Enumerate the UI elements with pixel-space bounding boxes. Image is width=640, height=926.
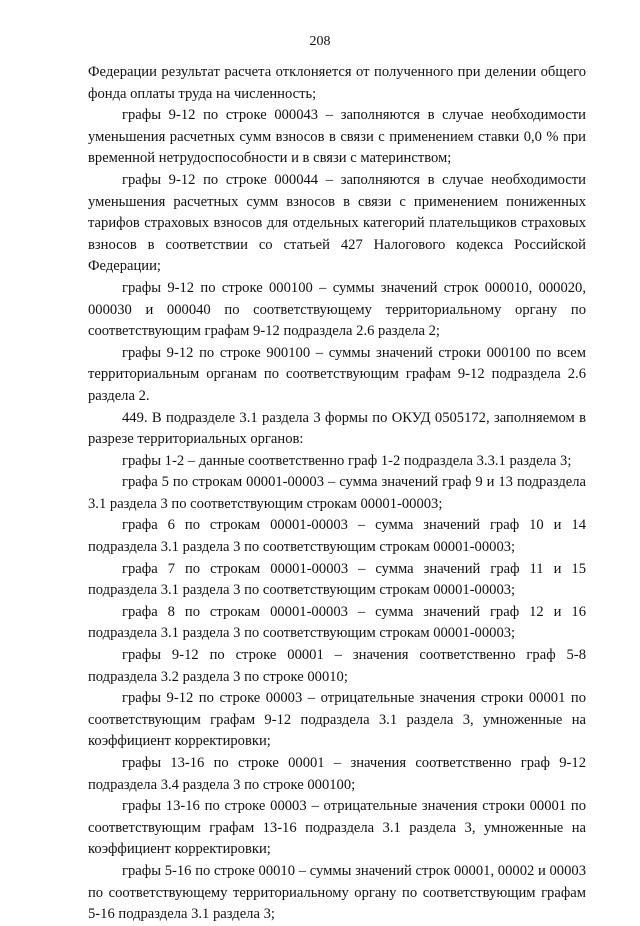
paragraph: графа 7 по строкам 00001-00003 – сумма значений граф 11 и 15 подраздела 3.1 раздела 3 по соответствующим строкам 00001-00003;: [88, 560, 586, 599]
paragraph: графы 9-12 по строке 00001 – значения соответственно граф 5-8 подраздела 3.2 раздела 3 по строке 00010;: [88, 647, 586, 685]
document-body: [88, 62, 586, 926]
paragraph: графы 13-16 по строке 00001 – значения соответственно граф 9-12 подраздела 3.4 раздела 3 по строке 000100;: [88, 755, 586, 793]
paragraph: графы 9-12 по строке 00003 – отрицательные значения строки 00001 по соответствующим графам 9-12 подраздела 3.1 раздела 3, умноженные на коэффициент корректировки;: [88, 690, 586, 750]
paragraph: 449. В подразделе 3.1 раздела 3 формы по ОКУД 0505172, заполняемом в разрезе территориальных органов:: [88, 409, 586, 448]
paragraph: графа 8 по строкам 00001-00003 – сумма значений граф 12 и 16 подраздела 3.1 раздела 3 по соответствующим строкам 00001-00003;: [88, 603, 586, 642]
paragraph: графы 9-12 по строке 000044 – заполняются в случае необходимости уменьшения расчетных сумм взносов в связи с применением пониженных тарифов страховых взносов для отдельных категорий плательщиков страховых взносов в соответствии со статьей 427 Налогового кодекса Российской Федерации;: [88, 171, 586, 275]
paragraph: графа 5 по строкам 00001-00003 – сумма значений граф 9 и 13 подраздела 3.1 раздела 3 по соответствующим строкам 00001-00003;: [88, 474, 586, 512]
paragraph: графы 1-2 – данные соответственно граф 1-2 подраздела 3.3.1 раздела 3;: [122, 452, 572, 469]
page-number: 208: [309, 34, 331, 49]
paragraph: графы 9-12 по строке 000100 – суммы значений строк 000010, 000020, 000030 и 000040 по соответствующему территориальному органу по соответствующим графам 9-12 подраздела 2.6 раздела 2;: [88, 279, 586, 340]
paragraph: Федерации результат расчета отклоняется от полученного при делении общего фонда оплаты труда на численность;: [88, 64, 586, 102]
paragraph: графы 9-12 по строке 900100 – суммы значений строки 000100 по всем территориальным органам по соответствующим графам 9-12 подраздела 2.6 раздела 2.: [88, 344, 586, 404]
paragraph: графы 9-12 по строке 000043 – заполняются в случае необходимости уменьшения расчетных сумм взносов в связи с применением ставки 0,0 % при временной нетрудоспособности и в связи с материнством;: [88, 107, 586, 167]
paragraph: графы 13-16 по строке 00003 – отрицательные значения строки 00001 по соответствующим графам 13-16 подраздела 3.1 раздела 3, умноженные на коэффициент корректировки;: [88, 798, 586, 858]
paragraph: графа 6 по строкам 00001-00003 – сумма значений граф 10 и 14 подраздела 3.1 раздела 3 по соответствующим строкам 00001-00003;: [88, 517, 586, 556]
paragraph: графы 5-16 по строке 00010 – суммы значений строк 00001, 00002 и 00003 по соответствующему территориальному органу по соответствующим графам 5-16 подраздела 3.1 раздела 3;: [88, 862, 586, 923]
